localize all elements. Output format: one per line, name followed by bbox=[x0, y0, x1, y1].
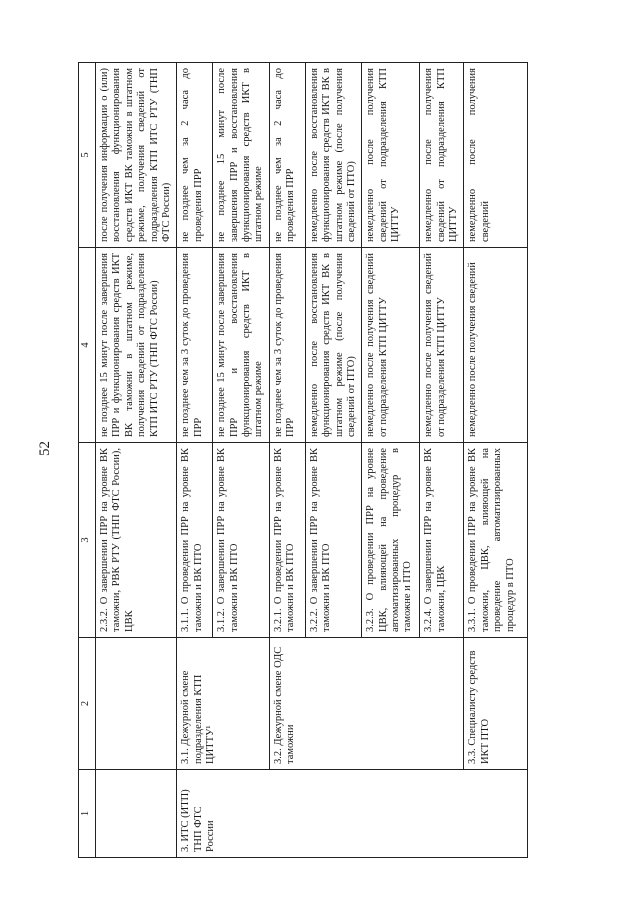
cell-recipient: 3.3. Специалисту средств ИКТ ПТО bbox=[464, 638, 528, 770]
cell-event: 3.3.1. О проведении ПРР на уровне ВК таможни, ЦВК, влияющей на проведение автоматизированных процедур в ПТО bbox=[464, 443, 528, 638]
header-cell: 3 bbox=[79, 443, 96, 638]
cell-planned-deadline: не позднее чем за 3 суток до проведения ПРР bbox=[269, 248, 305, 443]
header-cell: 4 bbox=[79, 248, 96, 443]
cell-event: 3.2.4. О завершении ПРР на уровне ВК таможни, ЦВК bbox=[420, 443, 464, 638]
header-cell: 2 bbox=[79, 638, 96, 770]
cell-planned-deadline: не позднее 15 минут после завершения ПРР и восстановления функционирования средств ИКТ в штатном режиме bbox=[213, 248, 270, 443]
table-row bbox=[269, 63, 305, 858]
cell-event: 2.3.2. О завершении ПРР на уровне ВК таможни, РВК РТУ (ТНП ФТС России), ЦВК bbox=[96, 443, 177, 638]
cell-event: 3.2.2. О завершении ПРР на уровне ВК таможни и ВК ПТО bbox=[305, 443, 362, 638]
cell-planned-deadline: немедленно после получения сведений bbox=[464, 248, 528, 443]
cell-unplanned-deadline: немедленно после восстановления функционирования средств ИКТ ВК в штатном режиме (после получения сведений от ПТО) bbox=[305, 63, 362, 248]
header-cell: 5 bbox=[79, 63, 96, 248]
cell-unplanned-deadline: не позднее чем за 2 часа до проведения ПРР bbox=[177, 63, 213, 248]
cell-subject: 3. ИТС (ИТП) ТНП ФТС России bbox=[177, 770, 528, 858]
cell-recipient bbox=[96, 638, 177, 770]
cell-subject bbox=[96, 770, 177, 858]
cell-planned-deadline: немедленно после восстановления функционирования средств ИКТ ВК в штатном режиме (после получения сведений от ПТО) bbox=[305, 248, 362, 443]
cell-event: 3.2.1. О проведении ПРР на уровне ВК таможни и ВК ПТО bbox=[269, 443, 305, 638]
cell-unplanned-deadline: не позднее 15 минут после завершения ПРР и восстановления функционирования средств ИКТ в штатном режиме bbox=[213, 63, 270, 248]
cell-recipient: 3.1. Дежурной смене подразделения КТП ЦИТТУ¹ bbox=[177, 638, 270, 770]
cell-recipient: 3.2. Дежурной смене ОДС таможни bbox=[269, 638, 464, 770]
table-row bbox=[464, 63, 528, 858]
cell-event: 3.1.2. О завершении ПРР на уровне ВК таможни и ВК ПТО bbox=[213, 443, 270, 638]
cell-unplanned-deadline: после получения информации о (или) восстановления функционирования средств ИКТ ВК таможни в штатном режиме, получения сведений от подразделения КТП ИТС РТУ (ТНП ФТС России) bbox=[96, 63, 177, 248]
cell-planned-deadline: не позднее чем за 3 суток до проведения ПРР bbox=[177, 248, 213, 443]
cell-planned-deadline: не позднее 15 минут после завершения ПРР и функционирования средств ИКТ ВК таможни в штатном режиме, получения сведений от подразделения КТП ИТС РТУ (ТНП ФТС России) bbox=[96, 248, 177, 443]
header-cell: 1 bbox=[79, 770, 96, 858]
cell-unplanned-deadline: немедленно после получения сведений от подразделения КТП ЦИТТУ bbox=[420, 63, 464, 248]
cell-event: 3.1.1. О проведении ПРР на уровне ВК таможни и ВК ПТО bbox=[177, 443, 213, 638]
cell-unplanned-deadline: немедленно после получения сведений bbox=[464, 63, 528, 248]
notification-table bbox=[78, 62, 528, 858]
table-row bbox=[177, 63, 213, 858]
cell-planned-deadline: немедленно после получения сведений от подразделения КТП ЦИТТУ bbox=[420, 248, 464, 443]
cell-event: 3.2.3. О проведении ПРР на уровне ЦВК, влияющей на проведение автоматизированных процедур в таможне и ПТО bbox=[362, 443, 420, 638]
cell-unplanned-deadline: немедленно после получения сведений от подразделения КТП ЦИТТУ bbox=[362, 63, 420, 248]
header-row bbox=[79, 63, 96, 858]
cell-unplanned-deadline: не позднее чем за 2 часа до проведения ПРР bbox=[269, 63, 305, 248]
rotated-table-container bbox=[78, 63, 588, 858]
page-number: 52 bbox=[37, 441, 53, 456]
cell-planned-deadline: немедленно после получения сведений от подразделения КТП ЦИТТУ bbox=[362, 248, 420, 443]
table-row bbox=[96, 63, 177, 858]
